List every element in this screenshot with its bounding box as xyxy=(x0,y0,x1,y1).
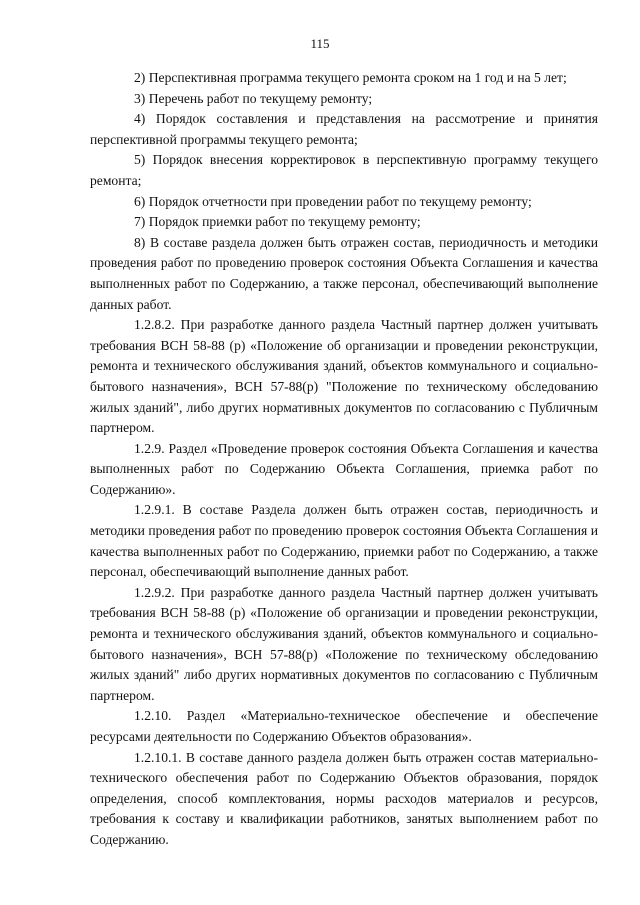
paragraph-1-2-9-1: 1.2.9.1. В составе Раздела должен быть отражен состав, периодичность и методики проведения работ по проведению проверок состояния Объекта Соглашения и качества выполненных работ по Содержанию, приемки работ по Содержанию, а также персонал, обеспечивающий выполнение данных работ. xyxy=(90,502,598,580)
page-number: 115 xyxy=(310,36,330,51)
paragraph-item-4: 4) Порядок составления и представления на рассмотрение и принятия перспективной программы текущего ремонта; xyxy=(90,111,598,147)
paragraph-item-7: 7) Порядок приемки работ по текущему ремонту; xyxy=(134,214,421,230)
paragraph-item-3: 3) Перечень работ по текущему ремонту; xyxy=(134,90,373,106)
document-body xyxy=(90,68,598,851)
paragraph-1-2-8-2: 1.2.8.2. При разработке данного раздела Частный партнер должен учитывать требования ВСН 58-88 (р) «Положение об организации и проведении реконструкции, ремонта и технического обслуживания зданий, объектов коммунального и социально-бытового назначения», ВСН 57-88(р) "Положение по техническому обследованию жилых зданий", либо других нормативных документов по согласованию с Публичным партнером. xyxy=(90,317,598,436)
paragraph-1-2-10: 1.2.10. Раздел «Материально-техническое обеспечение и обеспечение ресурсами деятельности по Содержанию Объектов образования». xyxy=(90,708,598,744)
paragraph-item-8: 8) В составе раздела должен быть отражен состав, периодичность и методики проведения работ по проведению проверок состояния Объекта Соглашения и качества выполненных работ по Содержанию, а также персонал, обеспечивающий выполнение данных работ. xyxy=(90,234,598,312)
paragraph-1-2-9-2: 1.2.9.2. При разработке данного раздела Частный партнер должен учитывать требования ВСН 58-88 (р) «Положение об организации и проведении реконструкции, ремонта и технического обслуживания зданий, объектов коммунального и социально-бытового назначения», ВСН 57-88(р) «Положение по техническому обследованию жилых зданий" либо других нормативных документов по согласованию с Публичным партнером. xyxy=(90,584,598,703)
paragraph-item-2: 2) Перспективная программа текущего ремонта сроком на 1 год и на 5 лет; xyxy=(134,70,567,85)
paragraph-1-2-10-1: 1.2.10.1. В составе данного раздела должен быть отражен состав материально-технического обеспечения работ по Содержанию Объектов образования, порядок определения, способ комплектования, нормы расходов материалов и ресурсов, требования к составу и квалификации работников, занятых выполнением работ по Содержанию. xyxy=(90,749,598,847)
paragraph-item-5: 5) Порядок внесения корректировок в перспективную программу текущего ремонта; xyxy=(90,152,598,188)
paragraph-1-2-9: 1.2.9. Раздел «Проведение проверок состояния Объекта Соглашения и качества выполненных работ по Содержанию Объекта Соглашения, приемка работ по Содержанию». xyxy=(90,440,598,497)
paragraph-item-6: 6) Порядок отчетности при проведении работ по текущему ремонту; xyxy=(134,193,532,209)
